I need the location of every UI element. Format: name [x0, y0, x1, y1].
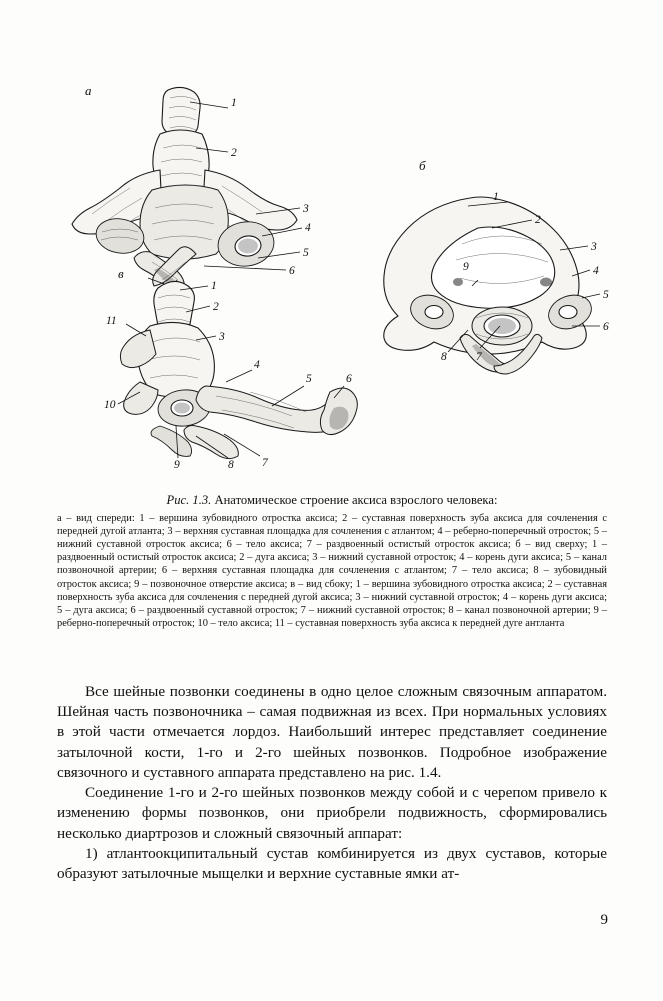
panel-b-number-6: 6	[603, 321, 609, 333]
figure-1-3	[0, 30, 663, 500]
panel-a-number-3: 3	[303, 203, 309, 215]
panel-v-lateral-view	[104, 266, 357, 471]
panel-v-number-6: 6	[346, 373, 352, 385]
panel-b-superior-view	[384, 158, 609, 374]
panel-b-number-7: 7	[476, 351, 482, 363]
panel-b-number-2: 2	[535, 214, 541, 226]
panel-v-number-10: 10	[104, 399, 116, 411]
panel-a-number-1: 1	[231, 97, 237, 109]
panel-b-number-4: 4	[593, 265, 599, 277]
panel-a-number-2: 2	[231, 147, 237, 159]
figure-caption-title	[57, 493, 607, 509]
panel-v-label: в	[118, 266, 124, 281]
panel-a-number-5: 5	[303, 247, 309, 259]
anatomy-illustration	[0, 30, 663, 500]
paragraph-2: Соединение 1-го и 2-го шейных позвонков между собой и с черепом привело к изменению формы позвонков, они приобрели подвижность, сформировались несколько диартрозов и сложный связочный аппарат:	[57, 784, 607, 842]
panel-v-number-9: 9	[174, 459, 180, 471]
panel-v-number-2: 2	[213, 301, 219, 313]
figure-caption-text: Анатомическое строение аксиса взрослого человека:	[214, 493, 498, 507]
panel-v-number-3: 3	[219, 331, 225, 343]
panel-b-number-8: 8	[441, 351, 447, 363]
panel-b-number-5: 5	[603, 289, 609, 301]
body-text	[57, 682, 607, 884]
paragraph-3: 1) атлантоокципитальный сустав комбинируется из двух суставов, которые образуют затылочные мыщелки и верхние суставные ямки ат-	[57, 844, 607, 882]
figure-number: Рис. 1.3.	[166, 493, 212, 507]
panel-v-number-4: 4	[254, 359, 260, 371]
panel-v-number-11: 11	[106, 315, 117, 327]
page-number: 9	[600, 912, 608, 928]
panel-a-label: а	[85, 83, 92, 98]
panel-v-number-8: 8	[228, 459, 234, 471]
figure-caption	[57, 493, 607, 630]
panel-b-number-9: 9	[463, 261, 469, 273]
panel-b-number-1: 1	[493, 191, 499, 203]
panel-a-number-4: 4	[305, 222, 311, 234]
figure-caption-legend: а – вид спереди: 1 – вершина зубовидного отростка аксиса; 2 – суставная поверхность зуба аксиса для сочленения с передней дугой атланта; 3 – верхняя суставная площадка для сочленения с атлантом; 4 – реберно-поперечный отросток; 5 – нижний суставной отросток аксиса; 6 – тело аксиса; 7 – раздвоенный остистый отросток аксиса; б – вид сверху; 1 – раздвоенный остистый отросток аксиса; 2 – дуга аксиса; 3 – нижний суставной отросток; 4 – корень дуги аксиса; 5 – канал позвоночной артерии; 6 – верхняя суставная площадка для сочленения с атлантом; 7 – тело аксиса; 8 – зубовидный отросток аксиса; 9 – позвоночное отверстие аксиса; в – вид сбоку; 1 – вершина зубовидного отростка аксиса; 2 – суставная поверхность зуба аксиса для сочленения с передней дугой аксиса; 3 – нижний суставной отросток; 4 – корень дуги аксиса; 5 – дуга аксиса; 6 – раздвоенный суставной отросток; 7 – нижний суставной отросток; 8 – канал позвоночной артерии; 9 – реберно-поперечный отросток; 10 – тело аксиса; 11 – суставная поверхность зуба аксиса к передней дуге антланта	[57, 512, 607, 629]
panel-a-number-6: 6	[289, 265, 295, 277]
panel-v-number-5: 5	[306, 373, 312, 385]
panel-b-number-3: 3	[591, 241, 597, 253]
panel-b-label: б	[419, 158, 426, 173]
panel-a-front-view	[72, 83, 311, 305]
panel-v-number-7: 7	[262, 457, 268, 469]
panel-v-number-1: 1	[211, 280, 217, 292]
paragraph-1: Все шейные позвонки соединены в одно целое сложным связочным аппаратом. Шейная часть позвоночника – самая подвижная из всех. При нормальных условиях в этой части отмечается лордоз. Наибольший интерес представляет соединение затылочной кости, 1-го и 2-го шейных позвонков. Подробное изображение связочного и суставного аппарата представлено на рис. 1.4.	[57, 683, 607, 781]
